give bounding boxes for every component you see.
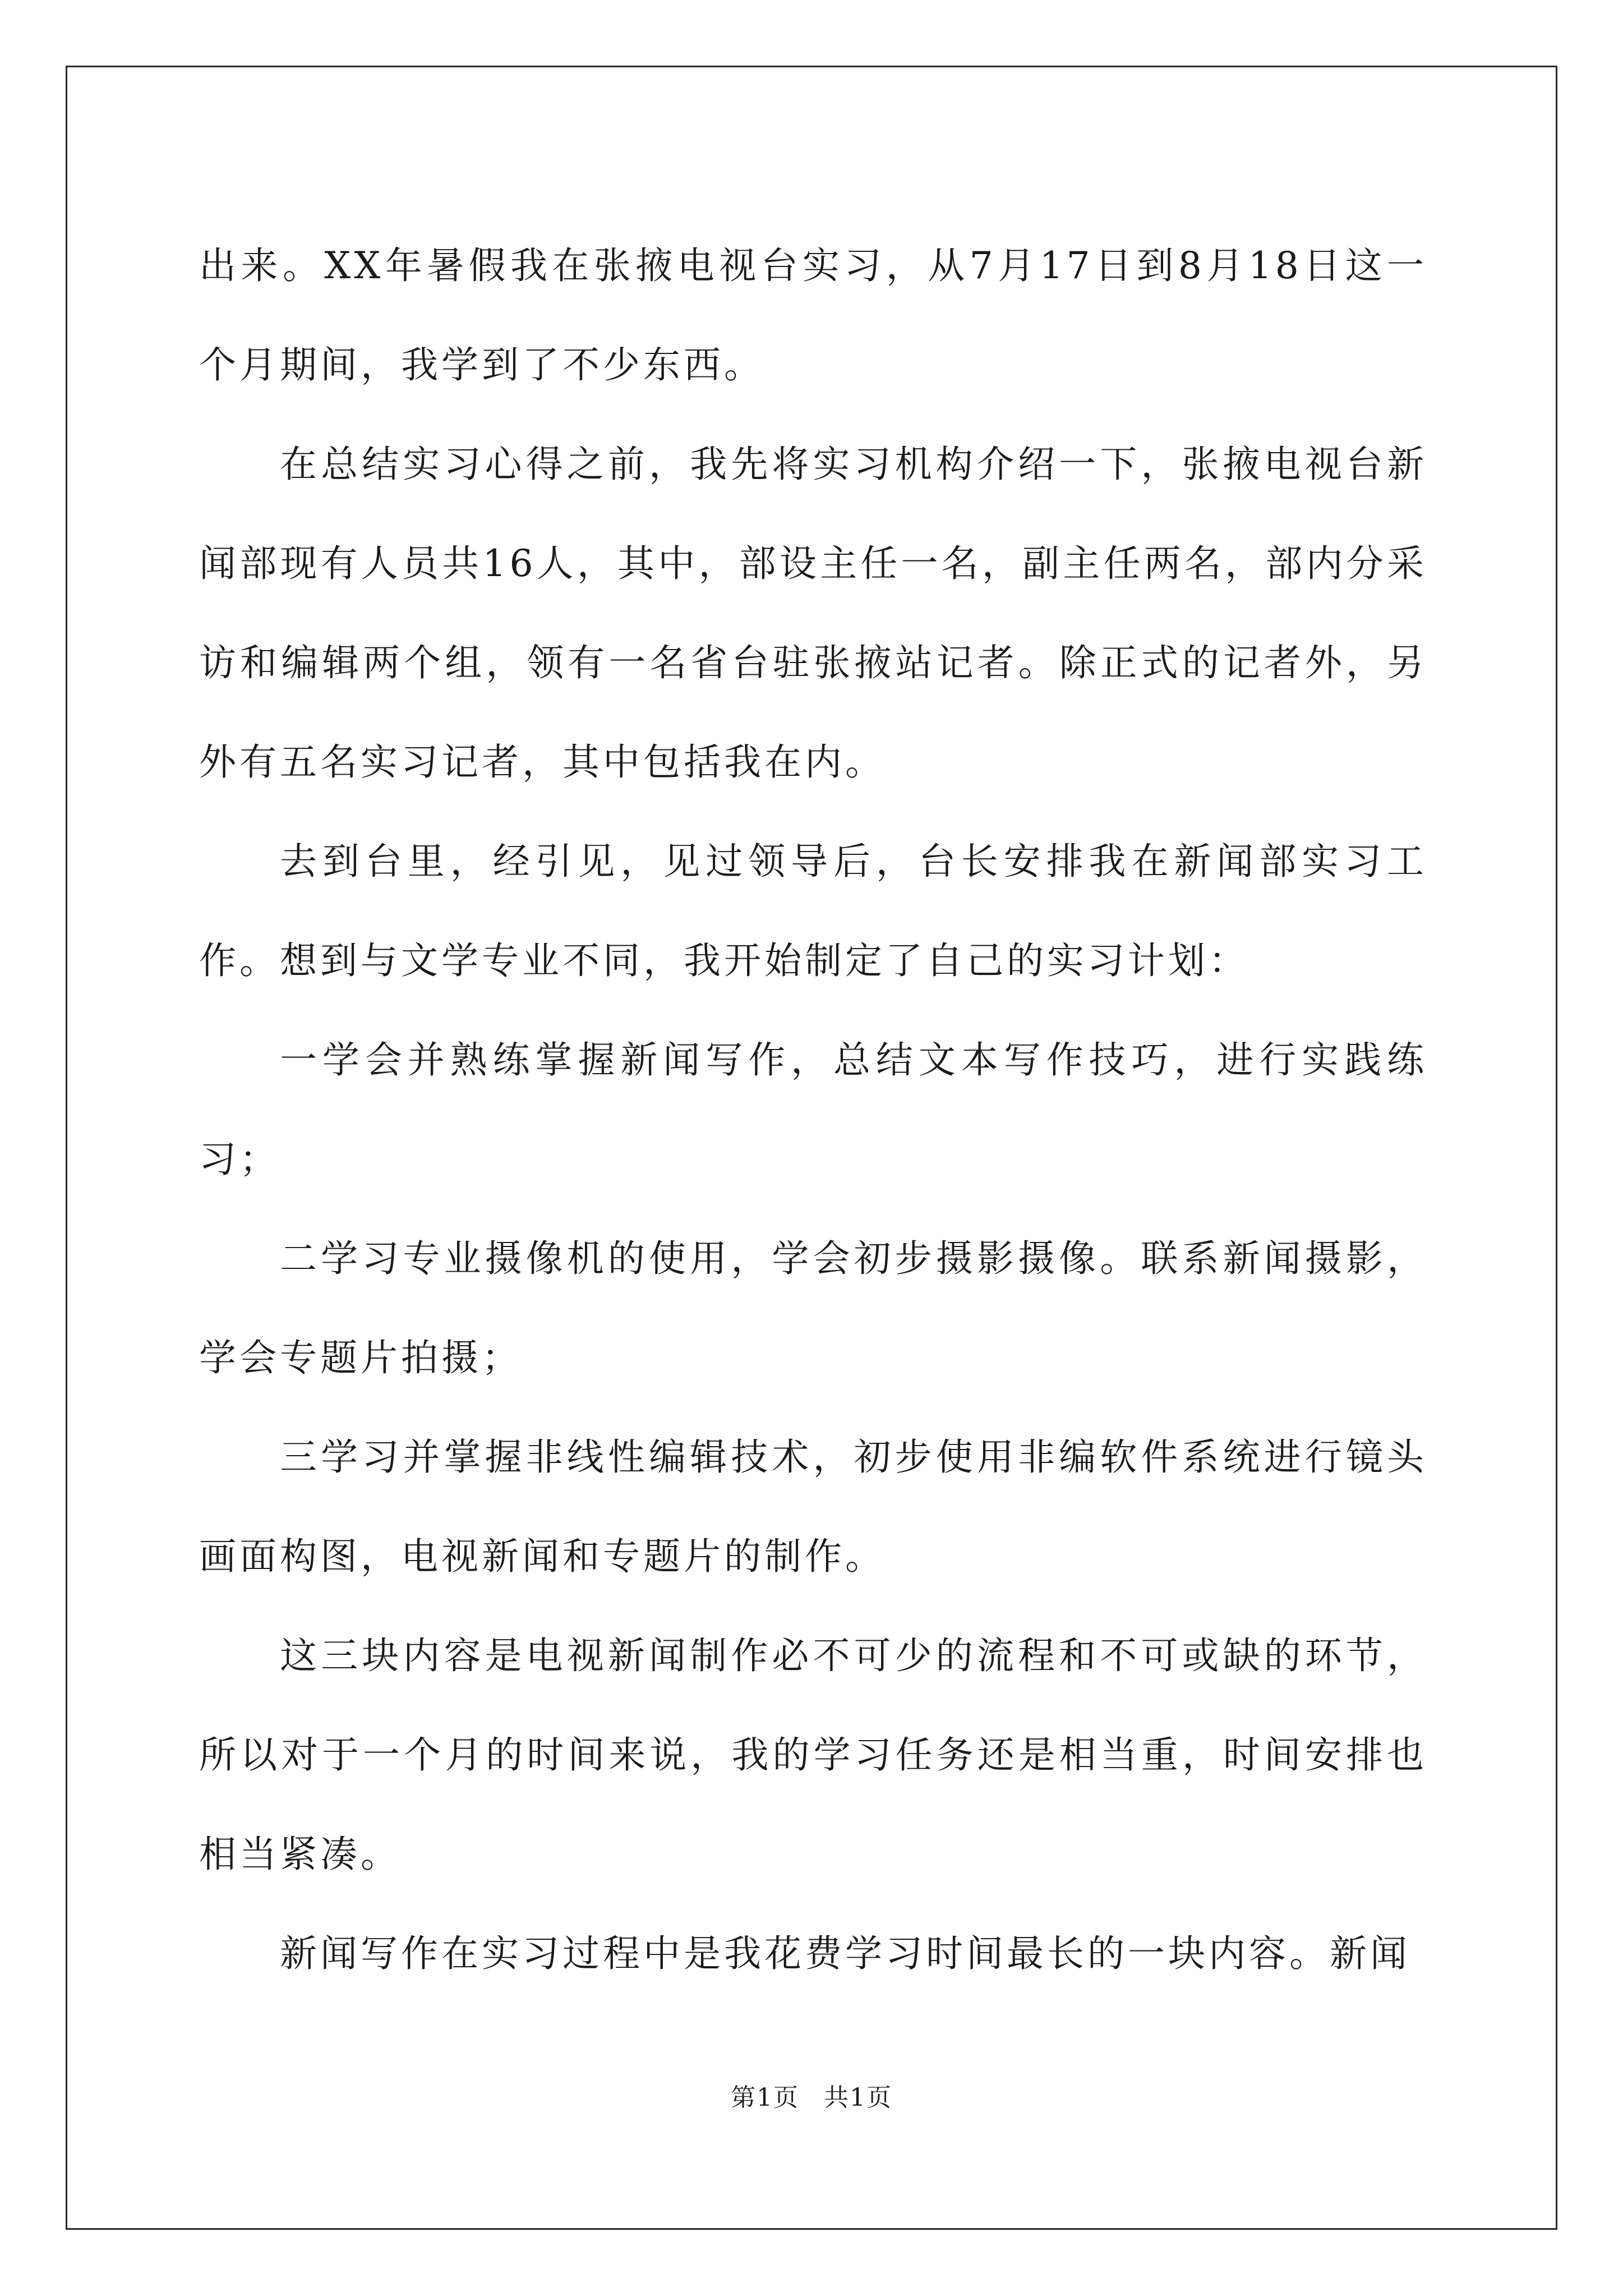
paragraph-3: 去到台里，经引见，见过领导后，台长安排我在新闻部实习工作。想到与文学专业不同，我开始制定了自己的实习计划： (199, 840, 1427, 982)
paragraph-6: 三学习并掌握非线性编辑技术，初步使用非编软件系统进行镜头画面构图，电视新闻和专题片的制作。 (199, 1435, 1427, 1578)
paragraph-2: 在总结实习心得之前，我先将实习机构介绍一下，张掖电视台新闻部现有人员共16人，其中，部设主任一名，副主任两名，部内分采访和编辑两个组，领有一名省台驻张掖站记者。除正式的记者外，另外有五名实习记者，其中包括我在内。 (199, 443, 1427, 784)
paragraph-7: 这三块内容是电视新闻制作必不可少的流程和不可或缺的环节，所以对于一个月的时间来说，我的学习任务还是相当重，时间安排也相当紧凑。 (199, 1634, 1427, 1876)
page-footer (0, 2081, 1623, 2115)
paragraph-8: 新闻写作在实习过程中是我花费学习时间最长的一块内容。新闻 (280, 1932, 1410, 1975)
page-number-total: 共1页 (824, 2083, 892, 2112)
paragraph-4: 一学会并熟练掌握新闻写作，总结文本写作技巧，进行实践练习； (199, 1038, 1427, 1181)
document-body (199, 216, 1427, 2003)
paragraph-5: 二学习专业摄像机的使用，学会初步摄影摄像。联系新闻摄影，学会专题片拍摄； (199, 1237, 1427, 1379)
paragraph-1: 出来。XX年暑假我在张掖电视台实习，从7月17日到8月18日这一个月期间，我学到了不少东西。 (199, 244, 1427, 386)
page-number-current: 第1页 (731, 2083, 799, 2112)
